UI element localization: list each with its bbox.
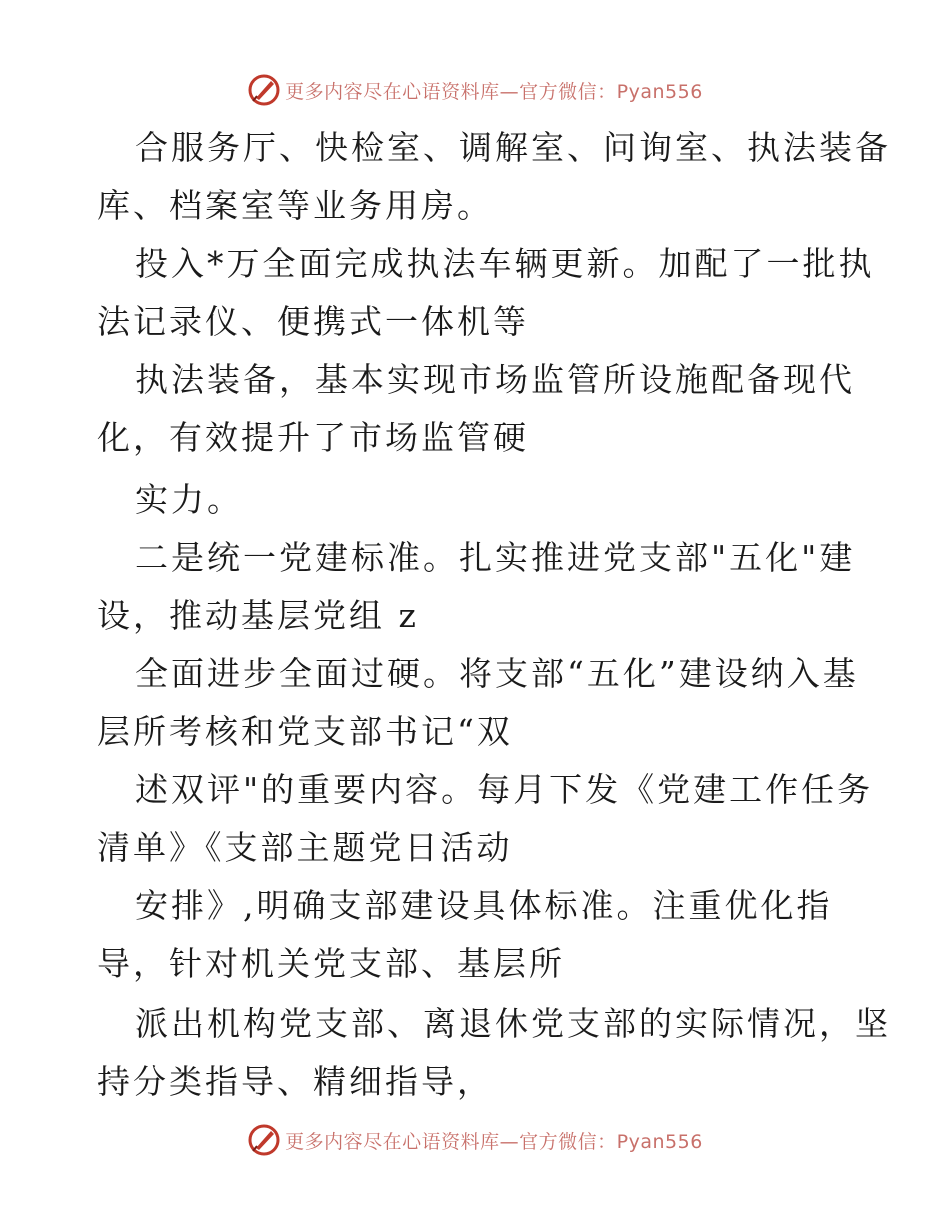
text-line: 持分类指导、精细指导，: [97, 1062, 493, 1101]
text-line: 清单》《支部主题党日活动: [97, 828, 513, 867]
text-line: 设，推动基层党组 z: [97, 596, 419, 635]
text-line: 述双评"的重要内容。每月下发《党建工作任务: [135, 770, 874, 809]
header-banner: [0, 70, 950, 110]
footer-banner: [0, 1120, 950, 1160]
text-line: 层所考核和党支部书记“双: [97, 712, 513, 751]
header-banner-text: 更多内容尽在心语资料库—官方微信：Pyan556: [285, 80, 703, 103]
footer-banner-text: 更多内容尽在心语资料库—官方微信：Pyan556: [285, 1130, 703, 1153]
text-line: 库、档案室等业务用房。: [97, 186, 493, 225]
text-line: 实力。: [135, 480, 243, 519]
text-line: 合服务厅、快检室、调解室、问询室、执法装备: [135, 128, 891, 167]
text-line: 投入*万全面完成执法车辆更新。加配了一批执: [135, 244, 875, 283]
text-line: 安排》,明确支部建设具体标准。注重优化指: [135, 886, 833, 925]
quill-circle-icon: [247, 73, 281, 107]
text-line: 执法装备，基本实现市场监管所设施配备现代: [135, 360, 855, 399]
text-line: 全面进步全面过硬。将支部“五化”建设纳入基: [135, 654, 859, 693]
quill-circle-icon: [247, 1123, 281, 1157]
text-line: 化，有效提升了市场监管硬: [97, 418, 529, 457]
text-line: 二是统一党建标准。扎实推进党支部"五化"建: [135, 538, 856, 577]
text-line: 法记录仪、便携式一体机等: [97, 302, 529, 341]
text-line: 导，针对机关党支部、基层所: [97, 944, 565, 983]
text-line: 派出机构党支部、离退休党支部的实际情况，坚: [135, 1004, 891, 1043]
